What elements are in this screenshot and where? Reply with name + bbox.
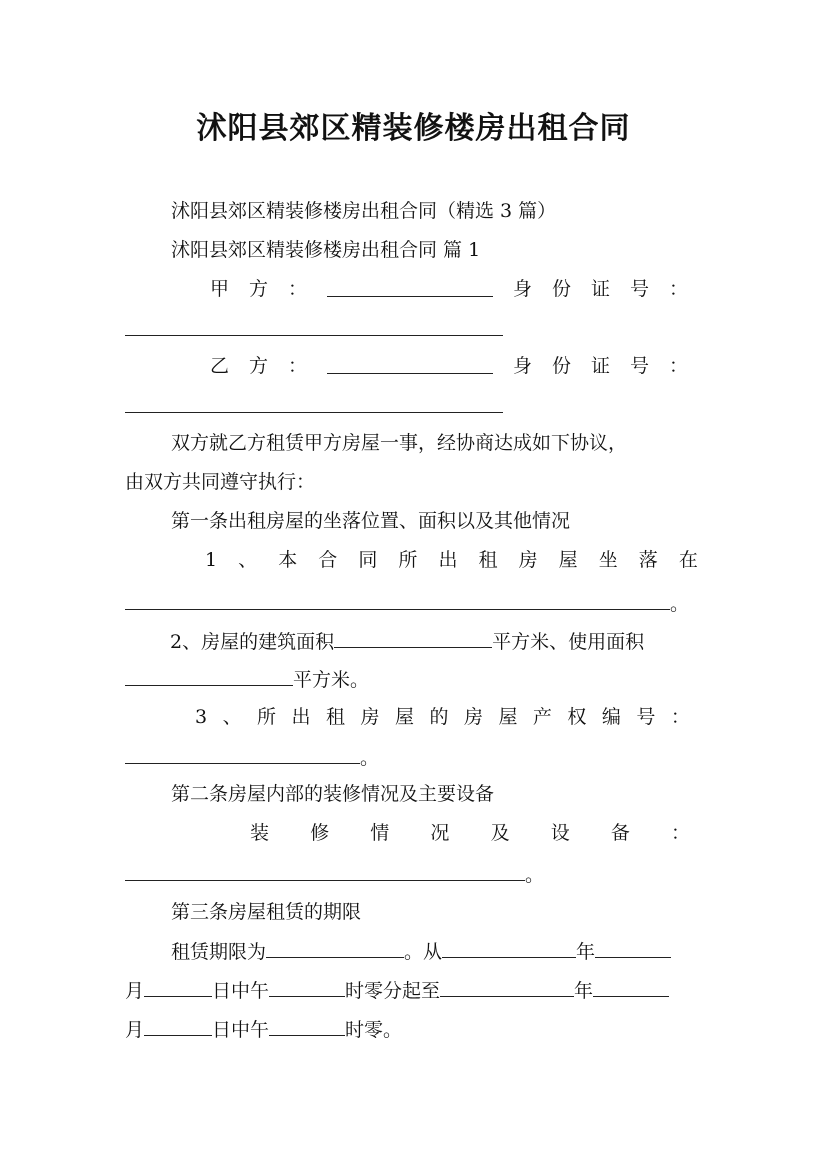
address-blank [125,590,670,610]
year-label: 年 [576,941,596,963]
party-a-char: 份 [551,278,571,300]
month-label: 月 [125,980,145,1002]
usable-area-line [125,666,705,692]
party-b-char: 份 [551,355,571,377]
item-char: 同 [358,549,378,571]
item-char: 屋 [558,549,578,571]
month-label: 月 [125,1019,145,1041]
end-label: 时零。 [345,1019,403,1041]
party-a-char: 证 [590,278,610,300]
end-year-blank [440,977,574,997]
item-char: 在 [678,549,698,571]
item-char: 产 [532,706,552,728]
decoration-blank [125,861,525,881]
item-char: 租 [326,706,346,728]
party-a-id-blank [125,314,503,336]
item-char: 况 [430,822,450,844]
item-char: 编 [601,706,621,728]
item-char: 坐 [598,549,618,571]
item-char: 所 [398,549,418,571]
item-char: 3 [195,706,208,728]
party-a-char: 身 [512,278,532,300]
term-line-1 [125,938,751,964]
end-day-blank [144,1016,212,1036]
item-char: 及 [490,822,510,844]
usable-area-label: 平方米、使用面积 [492,631,645,653]
item-char: 、 [238,549,258,571]
party-b-name-blank [327,354,493,374]
party-a-char: 号 [629,278,649,300]
party-b-char: 方 [249,355,269,377]
item-char: 的 [429,706,449,728]
start-month-blank [595,938,671,958]
subtitle-line: 沭阳县郊区精装修楼房出租合同 篇 1 [171,239,481,261]
year-label: 年 [574,980,594,1002]
usable-area-blank [125,666,293,686]
term-line-3 [125,1016,705,1042]
day-noon-label: 日中午 [212,980,270,1002]
party-b-char: 证 [590,355,610,377]
party-a-name-blank [327,277,493,297]
property-number-blank [125,744,360,764]
period: 。 [670,593,690,615]
agreement-line-1: 双方就乙方租赁甲方房屋一事，经协商达成如下协议， [171,432,628,454]
item-char: ： [670,706,690,728]
period: 。 [525,864,545,886]
start-day-blank [144,977,212,997]
party-b-char: ： [668,355,688,377]
item-char: 出 [438,549,458,571]
term-label: 租赁期限为 [171,941,267,963]
building-area-blank [334,628,492,648]
item-char: 租 [478,549,498,571]
article-1-item-1 [205,548,698,572]
item-char: 1 [205,549,218,571]
item-char: 权 [567,706,587,728]
sqm-label: 平方米。 [293,669,370,691]
end-month-blank [593,977,669,997]
item-char: 屋 [394,706,414,728]
item-char: 备 [610,822,630,844]
party-b-char: ： [288,355,308,377]
term-line-2 [125,977,705,1003]
party-a-char: 方 [249,278,269,300]
item-char: ： [670,822,690,844]
from-to-label: 时零分起至 [345,980,441,1002]
address-blank-line [125,590,705,616]
day-noon-label: 日中午 [212,1019,270,1041]
item-char: 落 [638,549,658,571]
document-title: 沭阳县郊区精装修楼房出租合同 [196,111,631,146]
intro-line: 沭阳县郊区精装修楼房出租合同（精选 3 篇） [171,200,557,222]
party-b-char: 乙 [210,355,230,377]
area-label: 2、房屋的建筑面积 [170,631,335,653]
party-b-char: 身 [512,355,532,377]
party-b-line [210,354,688,378]
item-char: 设 [550,822,570,844]
agreement-line-2: 由双方共同遵守执行： [125,471,316,493]
item-char: 本 [278,549,298,571]
item-char: 房 [360,706,380,728]
party-a-char: ： [668,278,688,300]
article-3-title: 第三条房屋租赁的期限 [171,901,362,923]
end-hour-blank [269,1016,345,1036]
term-blank [266,938,404,958]
article-2-title: 第二条房屋内部的装修情况及主要设备 [171,783,495,805]
party-b-id-blank [125,391,503,413]
party-b-char: 号 [629,355,649,377]
period: 。 [360,747,380,769]
item-char: 修 [310,822,330,844]
start-year-blank [442,938,576,958]
item-char: 号 [636,706,656,728]
item-char: 房 [463,706,483,728]
item-char: 情 [370,822,390,844]
item-char: 装 [250,822,270,844]
party-a-line [210,277,688,301]
article-1-item-3 [195,705,690,729]
party-a-char: 甲 [210,278,230,300]
item-char: 、 [222,706,242,728]
item-char: 出 [291,706,311,728]
item-char: 房 [518,549,538,571]
article-1-title: 第一条出租房屋的坐落位置、面积以及其他情况 [171,510,571,532]
property-number-line [125,744,705,770]
article-2-item [250,821,690,845]
item-char: 屋 [498,706,518,728]
decoration-blank-line [125,861,705,887]
article-1-item-2 [170,628,710,654]
item-char: 合 [318,549,338,571]
start-hour-blank [269,977,345,997]
from-label: 。从 [404,941,443,963]
item-char: 所 [257,706,277,728]
party-a-char: ： [288,278,308,300]
